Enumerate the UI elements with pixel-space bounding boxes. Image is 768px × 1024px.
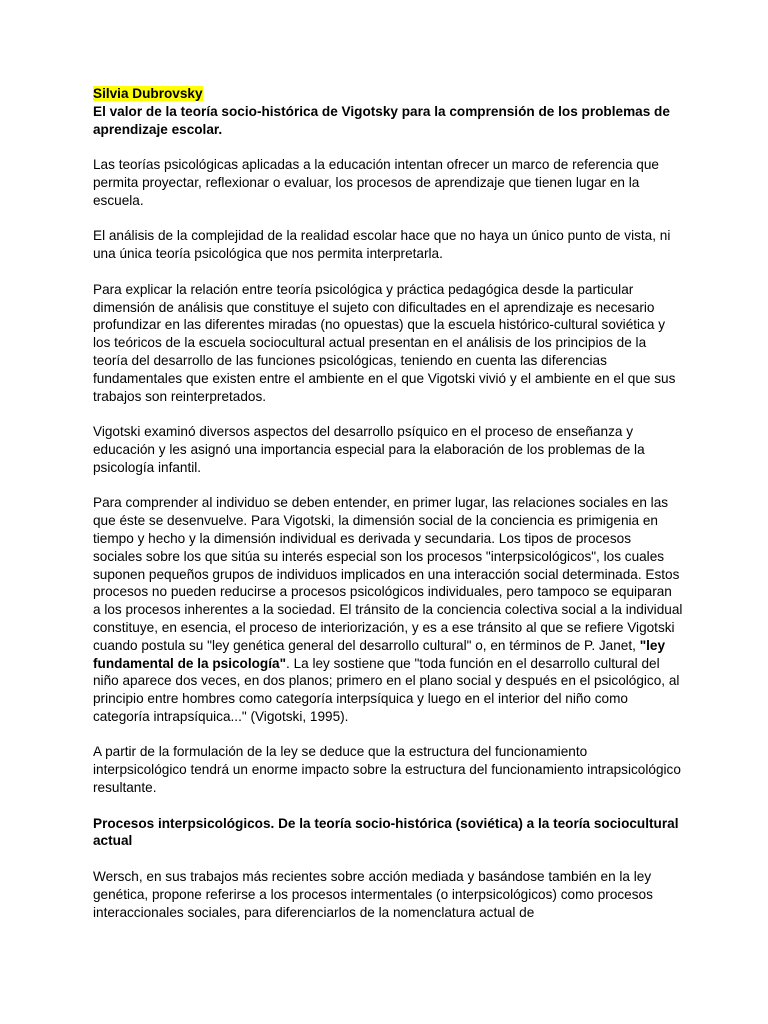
paragraph-2: El análisis de la complejidad de la realidad escolar hace que no haya un único punto de vista, ni una única teoría psicológica que nos permita interpretarla. — [93, 228, 671, 262]
paragraph-5-part-2: . La ley sostiene que "toda función en el desarrollo cultural del niño aparece dos veces, en dos planos; primero en el plano social y después en el psicológico, al principio entre hombres como categoría interpsíquica y luego en el interior del niño como categoría intrapsíquica..." (Vigotski, 1995). — [93, 655, 680, 724]
author-line — [93, 85, 683, 103]
document-page — [93, 85, 683, 921]
paragraph-4: Vigotski examinó diversos aspectos del desarrollo psíquico en el proceso de enseñanza y educación y les asignó una importancia especial para la elaboración de los problemas de la psicología infantil. — [93, 424, 645, 475]
document-title: El valor de la teoría socio-histórica de Vigotsky para la comprensión de los problemas de aprendizaje escolar. — [93, 103, 670, 137]
paragraph-1: Las teorías psicológicas aplicadas a la educación intentan ofrecer un marco de referencia que permita proyectar, reflexionar o evaluar, los procesos de aprendizaje que tienen lugar en la escuela. — [93, 157, 659, 208]
section-heading: Procesos interpsicológicos. De la teoría socio-histórica (soviética) a la teoría sociocultural actual — [93, 815, 679, 849]
paragraph-7: Wersch, en sus trabajos más recientes sobre acción mediada y basándose también en la ley genética, propone referirse a los procesos intermentales (o interpsicológicos) como procesos interaccionales sociales, para diferenciarlos de la nomenclatura actual de — [93, 869, 653, 920]
paragraph-5-part-1: Para comprender al individuo se deben entender, en primer lugar, las relaciones sociales en las que éste se desenvuelve. Para Vigotski, la dimensión social de la conciencia es primigenia en tiempo y hecho y la dimensión individual es derivada y secundaria. Los tipos de procesos sociales sobre los que sitúa su interés especial son los procesos "interpsicológicos", los cuales suponen pequeños grupos de individuos implicados en una interacción social determinada. Estos procesos no pueden reducirse a procesos psicológicos individuales, pero tampoco se equiparan a los procesos inherentes a la sociedad. El tránsito de la conciencia colectiva social a la individual constituye, en esencia, el proceso de interiorización, y es a ese tránsito al que se refiere Vigotski cuando postula su "ley genética general del desarrollo cultural" o, en términos de P. Janet, — [93, 495, 683, 653]
paragraph-5 — [93, 494, 683, 725]
author-name: Silvia Dubrovsky — [93, 86, 203, 101]
paragraph-3: Para explicar la relación entre teoría psicológica y práctica pedagógica desde la particular dimensión de análisis que constituye el sujeto con dificultades en el aprendizaje es necesario profundizar en las diferentes miradas (no opuestas) que la escuela histórico-cultural soviética y los teóricos de la escuela sociocultural actual presentan en el análisis de los principios de la teoría del desarrollo de las funciones psicológicas, teniendo en cuenta las diferencias fundamentales que existen entre el ambiente en el que Vigotski vivió y el ambiente en el que sus trabajos son reinterpretados. — [93, 281, 676, 404]
paragraph-5-bold-phrase: "ley fundamental de la psicología" — [93, 637, 666, 671]
paragraph-6: A partir de la formulación de la ley se deduce que la estructura del funcionamiento interpsicológico tendrá un enorme impacto sobre la estructura del funcionamiento intrapsicológico resultante. — [93, 744, 681, 796]
